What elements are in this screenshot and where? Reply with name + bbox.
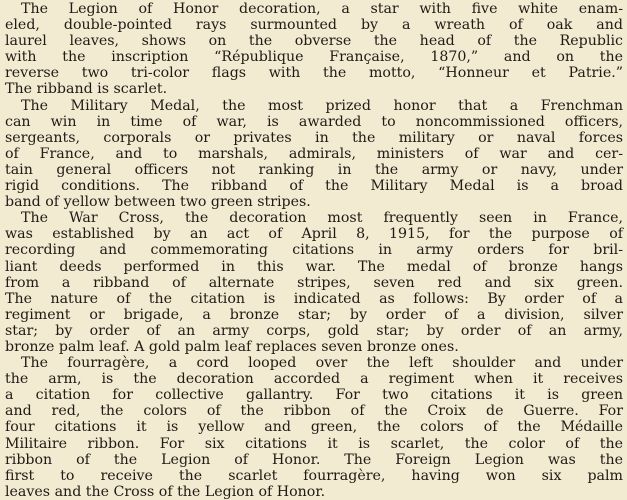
text-line: The fourragère, a cord looped over the left shoulder and under: [21, 355, 623, 372]
text-line: laurel leaves, shows on the obverse the head of the Republic: [5, 33, 623, 50]
text-line: with the inscription “République Française, 1870,” and on the: [5, 49, 623, 66]
article-column: [5, 1, 623, 500]
text-line: bronze palm leaf. A gold palm leaf replaces seven bronze ones.: [5, 338, 459, 355]
text-line: The Military Medal, the most prized honor that a Frenchman: [21, 97, 623, 114]
text-line: liant deeds performed in this war. The medal of bronze hangs: [5, 258, 623, 275]
paragraph-military-medal: [5, 98, 623, 211]
text-line: tain general officers not ranking in the army or navy, under: [5, 161, 623, 178]
text-line: of France, and to marshals, admirals, ministers of war and cer-: [5, 145, 623, 162]
text-line: can win in time of war, is awarded to noncommissioned officers,: [5, 113, 623, 130]
text-line: star; by order of an army corps, gold star; by order of an army,: [5, 322, 623, 339]
text-line: regiment or brigade, a bronze star; by order of a division, silver: [5, 306, 623, 323]
text-line: leaves and the Cross of the Legion of Honor.: [5, 483, 326, 500]
paragraph-war-cross: [5, 210, 623, 355]
text-line: The nature of the citation is indicated as follows: By order of a: [5, 290, 623, 307]
text-line: reverse two tri-color flags with the motto, “Honneur et Patrie.”: [5, 65, 623, 82]
text-line: The ribband is scarlet.: [5, 81, 168, 98]
text-line: sergeants, corporals or privates in the military or naval forces: [5, 129, 623, 146]
text-line: a citation for collective gallantry. For two citations it is green: [5, 387, 623, 404]
text-line: recording and commemorating citations in army orders for bril-: [5, 242, 623, 259]
text-line: the arm, is the decoration accorded a regiment when it receives: [5, 371, 623, 388]
paragraph-fourragere: [5, 355, 623, 500]
text-line: four citations it is yellow and green, the colors of the Médaille: [5, 419, 623, 436]
text-line: eled, double-pointed rays surmounted by a wreath of oak and: [5, 17, 623, 34]
text-line: rigid conditions. The ribband of the Military Medal is a broad: [5, 178, 623, 195]
text-line: from a ribband of alternate stripes, seven red and six green.: [5, 274, 623, 291]
text-line: The Legion of Honor decoration, a star with five white enam-: [21, 1, 623, 17]
paragraph-legion-of-honor: [5, 1, 623, 98]
text-line: ribbon of the Legion of Honor. The Foreign Legion was the: [5, 451, 623, 468]
text-line: band of yellow between two green stripes.: [5, 194, 311, 211]
text-line: and red, the colors of the ribbon of the Croix de Guerre. For: [5, 403, 623, 420]
text-line: Militaire ribbon. For six citations it is scarlet, the color of the: [5, 435, 623, 452]
text-line: The War Cross, the decoration most frequently seen in France,: [21, 210, 623, 227]
text-line: was established by an act of April 8, 1915, for the purpose of: [5, 226, 623, 243]
text-line: first to receive the scarlet fourragère, having won six palm: [5, 467, 623, 484]
